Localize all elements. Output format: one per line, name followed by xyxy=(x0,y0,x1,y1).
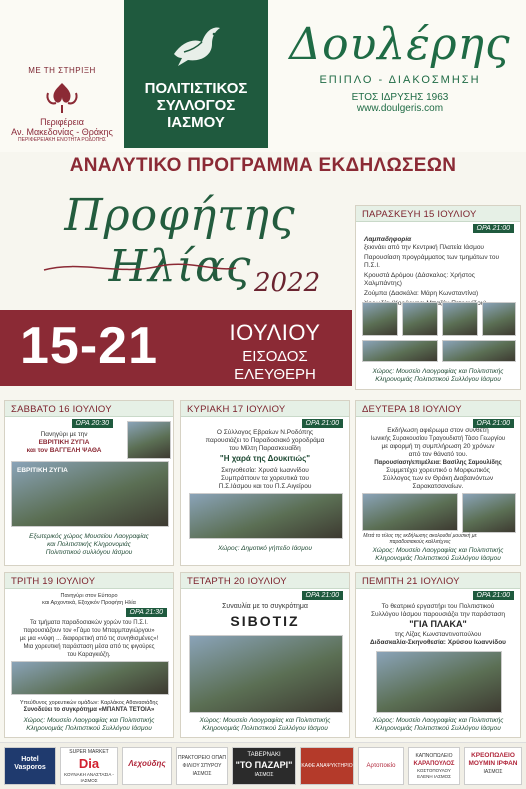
brand-website: www.doulgeris.com xyxy=(356,103,444,114)
event-time: ΩΡΑ 21:30 xyxy=(126,608,167,617)
day-card-monday xyxy=(355,400,521,566)
day-card-thursday xyxy=(355,572,521,738)
event-item: Λαμπαδηφορία xyxy=(364,236,412,243)
sponsor-name: ΚΟΥΝΑΚΗ ΑΝΑΣΤΑΣΙΑ - ΙΑΣΜΟΣ xyxy=(64,772,114,783)
event-details xyxy=(364,236,514,310)
sponsor-name: ΚΟΣΤΟΠΟΥΛΟΥ ΕΛΕΝΗ ΙΑΣΜΟΣ xyxy=(417,768,451,779)
sponsor-name: ΤΑΒΕΡΝΑΚΙ xyxy=(247,752,281,758)
photo-group xyxy=(482,302,516,336)
brand-logo: Δουλέρης xyxy=(289,19,511,70)
region-unit: ΠΕΡΙΦΕΡΕΙΑΚΗ ΕΝΟΤΗΤΑ ΡΟΔΟΠΗΣ xyxy=(18,137,106,143)
event-title: "ΓΙΑ ΠΛΑΚΑ" xyxy=(409,619,467,629)
photo-dancers xyxy=(189,493,343,539)
program-title: ΑΝΑΛΥΤΙΚΟ ΠΡΟΓΡΑΜΜΑ ΕΚΔΗΛΩΣΕΩΝ xyxy=(69,155,457,176)
photo-band xyxy=(189,635,343,713)
sponsor-name: Λεχούδης xyxy=(128,759,166,768)
photo-dancers xyxy=(11,661,169,695)
festival-year: 2022 xyxy=(254,268,321,298)
photo-group xyxy=(442,302,478,336)
event-text: Το θεατρικό εργαστήρι του Πολιτιστικού xyxy=(381,603,495,610)
sponsor-strip xyxy=(0,742,526,789)
event-text: Συλλόγου Ιάσμου παρουσιάζει την παράσταση xyxy=(370,611,506,618)
venue-line: Κληρονομιάς Πολιτιστικού Συλλόγου Ιάσμου xyxy=(375,555,501,562)
event-text: Ιωνικής Συρακουσίου Τραγουδιστή Τάσο Γεωργίου xyxy=(370,436,506,442)
event-text: Υπεύθυνος χορευτικών ομάδων: Καρλάκος Αθανασιάδης xyxy=(19,700,159,706)
sponsor-name: Dia xyxy=(78,756,100,771)
sponsor-name: Hotel Vasporos xyxy=(14,756,46,771)
event-time: ΩΡΑ 21:00 xyxy=(473,419,514,428)
venue-line: Χώρος: Μουσείο Λαογραφίας και Πολιτιστικής xyxy=(372,717,504,724)
event-text: Τα τμήματα παραδοσιακών χορών του Π.Σ.Ι. xyxy=(30,620,148,626)
entry-free: ΕΛΕΥΘΕΡΗ xyxy=(234,366,316,383)
photo-caption: ΕΒΡΙΤΙΚΗ ΖΥΓΙΑ xyxy=(17,467,68,474)
sponsor-logo xyxy=(232,747,296,785)
sponsor-name: ΦΙΛΙΟΥ ΣΠΥΡΟΥ xyxy=(182,763,222,769)
sponsor-name: ΜΟΥΜΙΝ ΙΡΦΑΝ xyxy=(468,760,518,767)
sponsor-logo xyxy=(122,747,172,785)
event-item-note: ξεκινάει από την Κεντρική Πλατεία Ιάσμου xyxy=(364,244,484,251)
venue-line: Πολιτιστικού συλλόγου Ιάσμου xyxy=(45,549,133,556)
sponsor-logo xyxy=(4,747,56,785)
club-name-line2: ΣΥΛΛΟΓΟΣ xyxy=(156,97,236,114)
event-text: Σκηνοθεσία: Χρυσά Ιωαννίδου xyxy=(221,467,309,474)
event-text: ΕΒΡΙΤΙΚΗ ΖΥΓΙΑ xyxy=(38,439,90,446)
day-card-tuesday xyxy=(4,572,174,738)
band-name: SIBOTIZ xyxy=(230,613,300,629)
club-name-line1: ΠΟΛΙΤΙΣΤΙΚΟΣ xyxy=(144,80,248,97)
photo-caption: Μετά το τέλος της εκδήλωσης ακολουθεί μουσική με παραδοσιακούς καλλιτέχνες xyxy=(363,533,477,545)
entry-label: ΕΙΣΟΔΟΣ xyxy=(242,348,308,365)
event-text: Ο Σύλλογος Εβραίων Ν.Ροδόπης xyxy=(216,429,314,436)
event-time: ΩΡΑ 21:00 xyxy=(473,591,514,600)
club-logo-block xyxy=(124,0,268,148)
sponsor-logo xyxy=(464,747,522,785)
venue-line: Κληρονομιάς Πολιτιστικού Συλλόγου Ιάσμου xyxy=(375,376,501,383)
venue-line: Χώρος: Μουσείο Λαογραφίας και Πολιτιστικής xyxy=(199,717,331,724)
event-text: Πανηγύρι με την xyxy=(40,431,88,438)
venue-line: Εξωτερικός χώρος Μουσείου Λαογραφίας xyxy=(29,533,149,540)
day-heading: ΠΕΜΠΤΗ 21 ΙΟΥΛΙΟΥ xyxy=(356,573,520,589)
sponsor-name: ΚΡΕΟΠΩΛΕΙΟ xyxy=(471,752,515,759)
event-text: με μια «νύφη ... διαφορετική από τις συνηθισμένες»! xyxy=(19,636,159,642)
header xyxy=(0,0,526,152)
day-card-sunday xyxy=(180,400,350,566)
brand-established: ΕΤΟΣ ΙΔΡΥΣΗΣ 1963 xyxy=(351,92,449,103)
region-name: Περιφέρεια xyxy=(40,117,84,127)
venue-line: Χώρος: Μουσείο Λαογραφίας και Πολιτιστικής xyxy=(372,368,504,375)
event-text: παρουσιάζει το Παραδοσιακό χοροδράμα xyxy=(205,437,325,444)
sponsor-logo xyxy=(358,747,404,785)
event-text: και Αρχοντικά, Εξοχικόν Προφήτη Ηλία xyxy=(42,600,136,606)
day-heading: ΠΑΡΑΣΚΕΥΗ 15 ΙΟΥΛΙΟΥ xyxy=(356,206,520,222)
region-flower-icon xyxy=(42,79,82,115)
sponsor-name: SUPER MARKET xyxy=(69,749,109,755)
day-heading: ΤΡΙΤΗ 19 ΙΟΥΛΙΟΥ xyxy=(5,573,173,589)
sponsor-logo xyxy=(300,747,354,785)
day-heading: ΚΥΡΙΑΚΗ 17 ΙΟΥΛΙΟΥ xyxy=(181,401,349,417)
venue-line: και Πολιτιστικής Κληρονομιάς xyxy=(47,541,131,548)
photo-group xyxy=(402,302,438,336)
dove-icon xyxy=(168,20,224,70)
photo-dove xyxy=(362,302,398,336)
event-text: Σαρακατσαναίων. xyxy=(412,483,464,490)
photo-group xyxy=(442,340,516,362)
sponsor-logo xyxy=(176,747,228,785)
club-name-line3: ΙΑΣΜΟΥ xyxy=(167,114,225,131)
date-range: 15-21 xyxy=(20,317,158,375)
event-time: ΩΡΑ 21:00 xyxy=(302,419,343,428)
event-item: Κρουστά Δρόμου (Δάσκαλος: Χρήστος Χαλμπάντης) xyxy=(364,272,475,287)
event-time: ΩΡΑ 21:00 xyxy=(473,224,514,233)
event-text: με αφορμή τη συμπλήρωση 20 χρόνων xyxy=(381,443,495,450)
venue-line: Κληρονομιάς Πολιτιστικού Συλλόγου Ιάσμου xyxy=(202,725,328,732)
event-text: του Καραγκιόζη. xyxy=(67,652,111,658)
sponsor-name: ΚΑΡΑΠΟΥΛΟΣ xyxy=(413,761,455,767)
venue-line: Χώρος: Μουσείο Λαογραφίας και Πολιτιστικής xyxy=(372,547,504,554)
date-band xyxy=(0,310,352,386)
day-card-saturday xyxy=(4,400,174,566)
event-text: Π.Σ.Ιάσμου και του Π.Σ.Αιγείρου xyxy=(218,483,312,490)
event-text: Συμμετέχει χορευτικό ο Μορφωτικός xyxy=(386,467,490,474)
venue-line: Κληρονομιάς Πολιτιστικού Συλλόγου Ιάσμου xyxy=(26,725,152,732)
sponsor-name: ΚΑΦΕ ΑΝΑΨΥΚΤΗΡΙΟ xyxy=(301,763,353,769)
venue-line: Χώρος: Δημοτικό γήπεδο Ιάσμου xyxy=(218,545,312,552)
event-text: Μια χορευτική παράσταση μέσα από τις φιγούρες xyxy=(23,644,155,650)
photo-theater xyxy=(376,651,502,713)
event-text: Διδασκαλία-Σκηνοθεσία: Χρύσου Ιωαννίδου xyxy=(370,639,506,646)
event-time: ΩΡΑ 20:30 xyxy=(72,419,113,428)
event-title: "Η χαρά της Δουκιτιώς" xyxy=(219,454,311,463)
venue-line: Χώρος: Μουσείο Λαογραφίας και Πολιτιστικής xyxy=(23,717,155,724)
brand-subtitle: ΕΠΙΠΛΟ - ΔΙΑΚΟΣΜΗΣΗ xyxy=(319,74,481,86)
event-text: και τον ΒΑΓΓΕΛΗ ΨΑΘΑ xyxy=(26,447,102,454)
event-item: Παρουσίαση προγράμματος των τμημάτων του Π.Σ.Ι. xyxy=(364,254,500,269)
sponsor-label: ΜΕ ΤΗ ΣΤΗΡΙΞΗ xyxy=(28,66,96,75)
event-text: Συμπράττουν τα χορευτικά του xyxy=(221,475,309,482)
event-text: Εκδήλωση αφιέρωμα στον συνθέτη xyxy=(387,427,489,434)
sponsor-logo xyxy=(60,747,118,785)
event-text: του Μίλτη Παρασκευαΐδη xyxy=(229,445,301,452)
photo-musician xyxy=(127,421,171,459)
photo-group xyxy=(362,340,438,362)
sponsor-logo xyxy=(408,747,460,785)
event-text: Πανηγύρι στον Εύπορο xyxy=(60,593,118,599)
day-card-friday xyxy=(355,205,521,390)
day-heading: ΤΕΤΑΡΤΗ 20 ΙΟΥΛΙΟΥ xyxy=(181,573,349,589)
event-time: ΩΡΑ 21:00 xyxy=(302,591,343,600)
ornament-flourish-icon xyxy=(40,258,240,278)
sponsor-name: Αρτοποιείο xyxy=(366,763,396,769)
event-text: Συνοδεύει το συγκρότημα «ΜΠΑΝΤΑ ΤΕΤΟΙΑ» xyxy=(23,707,155,713)
sponsor-name: ΠΡΑΚΤΟΡΕΙΟ ΟΠΑΠ xyxy=(178,755,226,761)
event-text: Σύλλογος των εν Θράκη Διαβαινόντων xyxy=(382,475,494,482)
event-text: από τον θάνατό του. xyxy=(408,451,468,458)
sponsor-name: "ΤΟ ΠΑΖΑΡΙ" xyxy=(235,760,293,770)
event-text: της Λίζας Κωνσταντινοπούλου xyxy=(394,631,482,638)
sponsor-block xyxy=(6,0,118,146)
photo-singer xyxy=(462,493,516,533)
sponsor-name: ΚΑΠΝΟΠΩΛΕΙΟ xyxy=(415,753,453,759)
sponsor-name: ΙΑΣΜΟΣ xyxy=(192,771,212,777)
event-text: Συναυλία με το συγκρότημα xyxy=(222,603,308,610)
date-month: ΙΟΥΛΙΟΥ xyxy=(229,320,321,345)
photo-dancers xyxy=(362,493,458,531)
venue-line: Κληρονομιάς Πολιτιστικού Συλλόγου Ιάσμου xyxy=(375,725,501,732)
event-text: παρουσιάζουν τον «Γάμο του Μπαρμπαγιώργου» xyxy=(23,628,155,634)
sponsor-name: ΙΑΣΜΟΣ xyxy=(483,769,503,775)
day-heading: ΔΕΥΤΕΡΑ 18 ΙΟΥΛΙΟΥ xyxy=(356,401,520,417)
day-heading: ΣΑΒΒΑΤΟ 16 ΙΟΥΛΙΟΥ xyxy=(5,401,173,417)
event-text: Παρουσίαση/επιμέλεια: Βασίλης Σαμουλίδης xyxy=(374,460,502,466)
festival-name: Προφήτης Ηλίας xyxy=(64,190,296,292)
day-card-wednesday xyxy=(180,572,350,738)
event-item: Ζούμπα (Δασκάλα: Μάρη Κωνσταντίνα) xyxy=(364,290,479,297)
brand-block xyxy=(280,20,520,150)
sponsor-name: ΙΑΣΜΟΣ xyxy=(254,772,274,778)
region-subname: Αν. Μακεδονίας - Θράκης xyxy=(11,127,113,137)
